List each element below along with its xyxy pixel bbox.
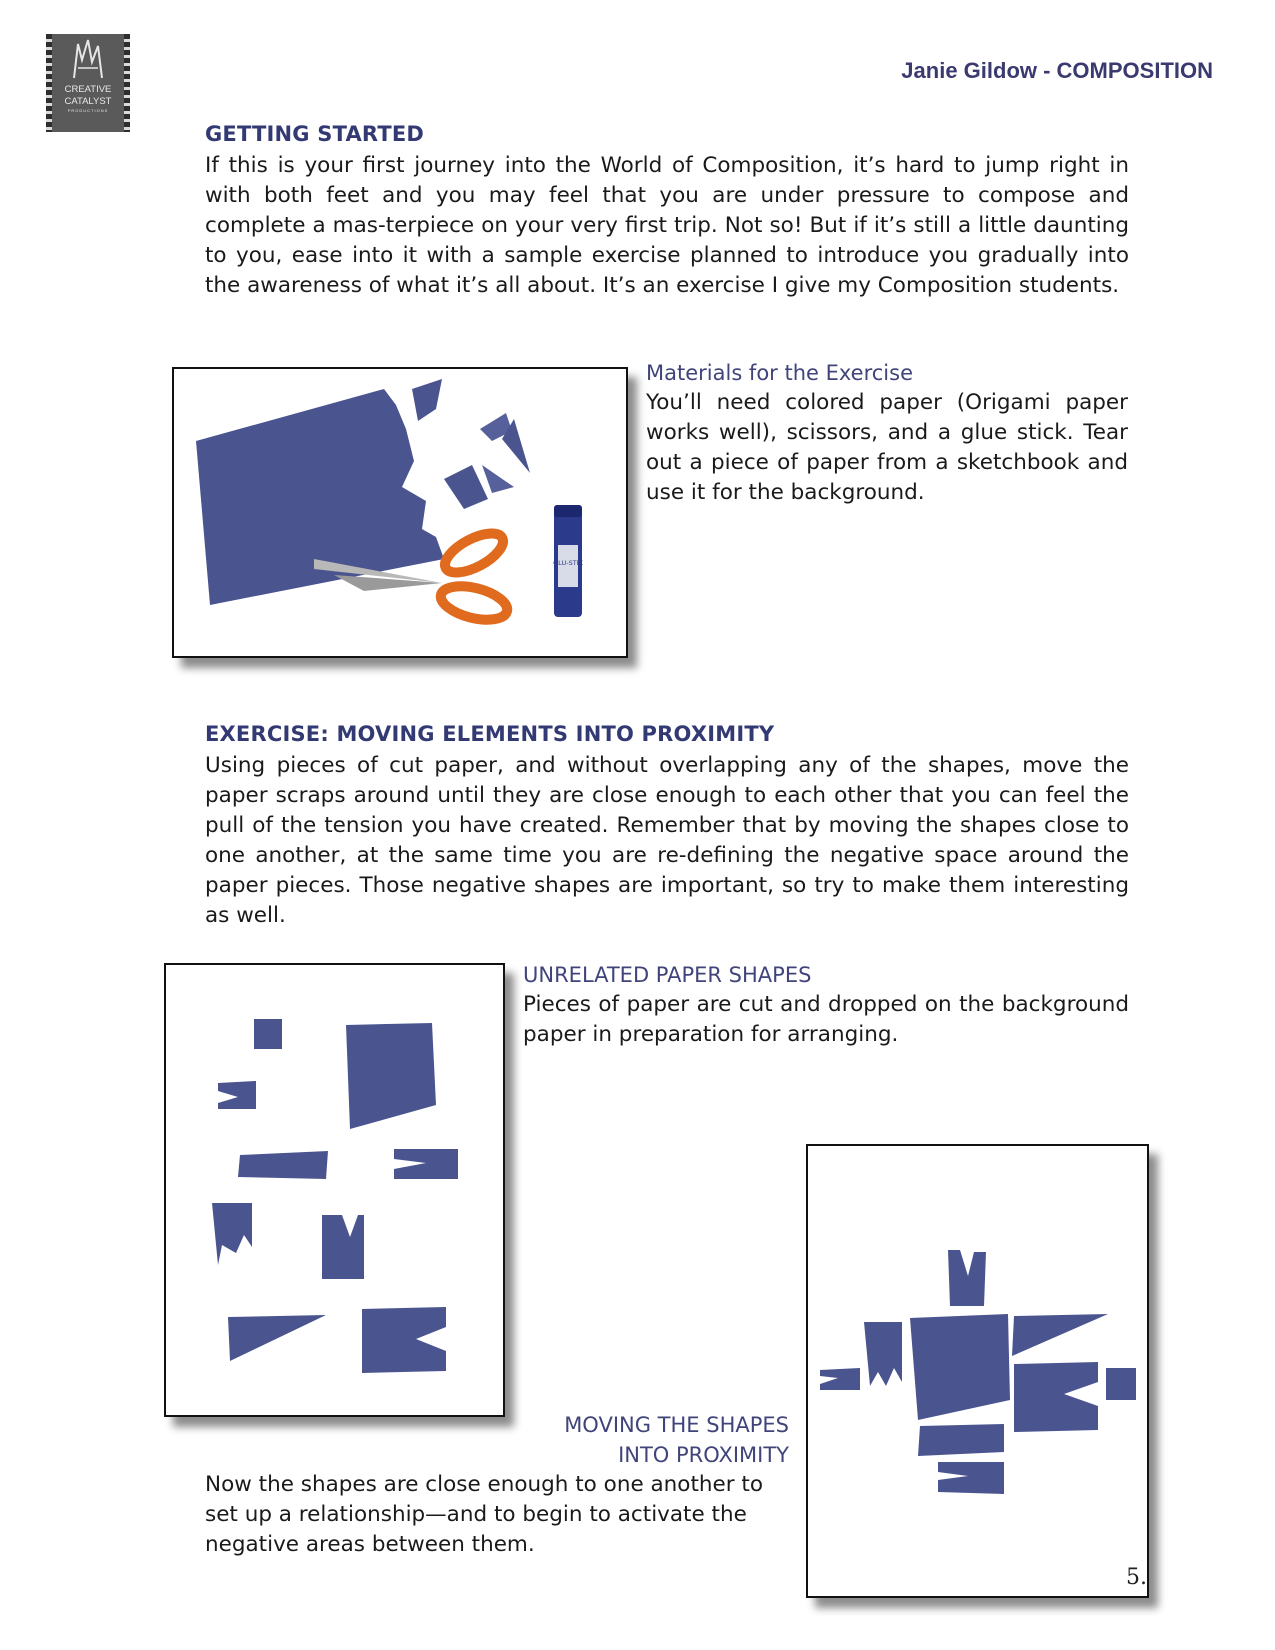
getting-started-heading: GETTING STARTED	[205, 122, 425, 146]
moving-body: Now the shapes are close enough to one another to set up a relationship—and to begin to activate the negative areas between them.	[205, 1472, 764, 1557]
logo-figure-icon	[64, 38, 112, 82]
paper-scrap	[482, 465, 514, 493]
paper-scrap	[444, 465, 488, 509]
paper-shape	[228, 1315, 326, 1361]
paper-shape	[322, 1215, 364, 1279]
paper-shape	[394, 1149, 458, 1179]
glue-stick-label: GLU-STIK	[553, 559, 583, 567]
document-header-title: Janie Gildow - COMPOSITION	[901, 58, 1213, 83]
moving-title-line2: INTO PROXIMITY	[618, 1443, 789, 1467]
creative-catalyst-logo	[46, 34, 130, 132]
paper-shape	[218, 1081, 256, 1109]
paper-shape	[938, 1462, 1004, 1494]
film-strip-left	[46, 34, 52, 132]
proximity-shapes-photo	[806, 1144, 1149, 1598]
logo-line1: CREATIVE	[64, 84, 112, 95]
paper-shape	[1106, 1368, 1136, 1400]
paper-shape	[346, 1023, 436, 1129]
paper-shape	[362, 1307, 446, 1373]
logo-text	[52, 84, 124, 114]
materials-illustration	[174, 369, 626, 656]
proximity-shapes-illustration	[808, 1146, 1147, 1596]
paper-shape	[918, 1424, 1004, 1456]
paper-shape	[864, 1322, 902, 1386]
paper-shape	[254, 1019, 282, 1049]
moving-title	[205, 1410, 789, 1470]
unrelated-body: Pieces of paper are cut and dropped on the background paper in preparation for arranging.	[523, 992, 1129, 1047]
materials-photo	[172, 367, 628, 658]
page-number: 5.	[1126, 1565, 1147, 1590]
unrelated-shapes-photo	[164, 963, 505, 1417]
large-paper-sheet	[196, 389, 444, 605]
materials-body: You’ll need colored paper (Origami paper works well), scissors, and a glue stick. Tear out a piece of paper from a sketchbook and use it for the background.	[646, 390, 1128, 505]
paper-shape	[948, 1250, 986, 1306]
unrelated-title: UNRELATED PAPER SHAPES	[523, 963, 812, 987]
exercise-body: Using pieces of cut paper, and without overlapping any of the shapes, move the paper scraps around until they are close enough to each other that you can feel the pull of the tension you have created. Remember that by moving the shapes close to one another, at the same time you are re-defining the negative space around the paper pieces. Those negative shapes are important, so try to make them interesting as well.	[205, 753, 1129, 928]
paper-shape	[238, 1151, 328, 1179]
scissor-handle	[439, 526, 509, 581]
paper-shape	[1012, 1314, 1108, 1356]
logo-line2: CATALYST	[64, 96, 112, 107]
film-strip-right	[124, 34, 130, 132]
paper-shape	[1014, 1362, 1098, 1432]
paper-shape	[910, 1314, 1010, 1420]
materials-title: Materials for the Exercise	[646, 361, 914, 385]
paper-shape	[212, 1203, 252, 1265]
exercise-heading: EXERCISE: MOVING ELEMENTS INTO PROXIMITY	[205, 722, 775, 746]
scissor-blade	[334, 575, 442, 591]
moving-title-line1: MOVING THE SHAPES	[564, 1413, 789, 1437]
logo-line3: PRODUCTIONS	[67, 108, 109, 113]
paper-scrap	[412, 379, 442, 421]
unrelated-shapes-illustration	[166, 965, 503, 1415]
scissor-handle	[437, 580, 510, 626]
paper-shape	[820, 1368, 860, 1390]
getting-started-body: If this is your first journey into the World of Composition, it’s hard to jump right in with both feet and you may feel that you are under pressure to compose and complete a mas-terpiece on your very first trip. Not so! But if it’s still a little daunting to you, ease into it with a sample exercise planned to introduce you gradually into the awareness of what it’s all about. It’s an exercise I give my Composition students.	[205, 153, 1129, 298]
